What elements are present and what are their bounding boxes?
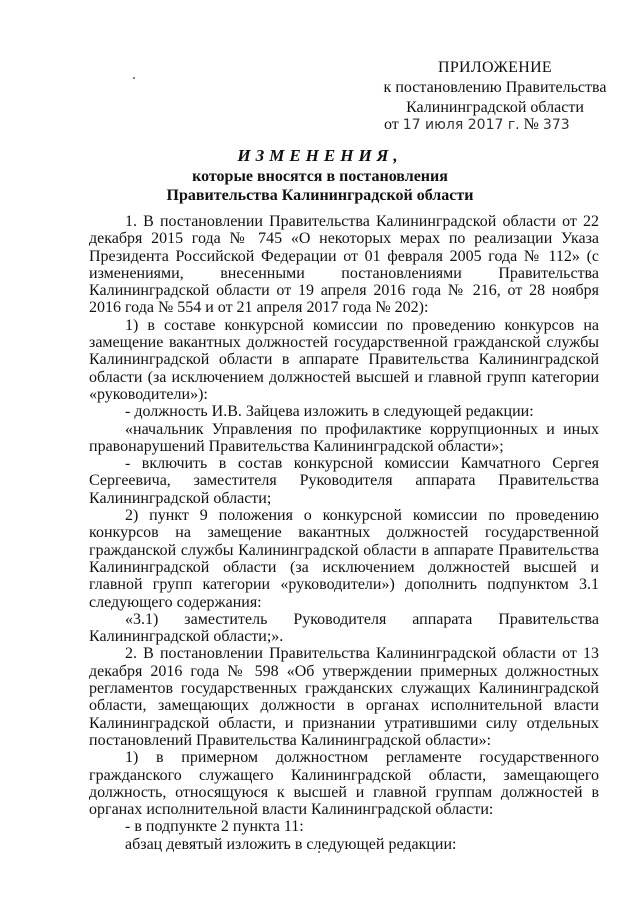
- appendix-line-1: к постановлению Правительства: [383, 79, 607, 96]
- date-value: 17 июля 2017 г.: [402, 117, 520, 133]
- paragraph-2-item-1: 1) в примерном должностном регламенте государственного гражданского служащего Калининградской области, замещающего должность, относящуюся к высшей и главной группам должностей в органах исполнительной власти Калининградской области:: [89, 749, 599, 819]
- appendix-title: ПРИЛОЖЕНИЕ: [437, 59, 552, 76]
- paragraph-2: 2. В постановлении Правительства Калининградской области от 13 декабря 2016 года № 598 «Об утверждении примерных должностных регламентов государственных гражданских служащих Калининградской области, замещающих должности в органах исполнительной власти Калининградской области, и признании утратившими силу отдельных постановлений Правительства Калининградской области»:: [89, 645, 599, 749]
- paragraph-1: 1. В постановлении Правительства Калининградской области от 22 декабря 2015 года № 745 «О некоторых мерах по реализации Указа Президента Российской Федерации от 01 февраля 2005 года № 112» (с изменениями, внесенными постановлениями Правительства Калининградской области от 19 апреля 2016 года № 216, от 28 ноября 2016 года № 554 и от 21 апреля 2017 года № 202):: [89, 213, 599, 317]
- paragraph-1-item-2-quote: «3.1) заместитель Руководителя аппарата Правительства Калининградской области;».: [89, 610, 599, 646]
- heading-title: ИЗМЕНЕНИЯ,: [237, 146, 403, 165]
- paragraph-1-item-1-b: - включить в состав конкурсной комиссии Камчатного Сергея Сергеевича, заместителя Руководителя аппарата Правительства Калининградской области;: [89, 455, 599, 507]
- appendix-line-2: Калининградской области: [406, 99, 584, 116]
- date-prefix: от: [384, 116, 399, 133]
- appendix-header: [380, 58, 610, 118]
- paragraph-1-item-1-a: - должность И.В. Зайцева изложить в следующей редакции:: [125, 403, 534, 421]
- document-heading: [0, 145, 640, 205]
- heading-subtitle-1: которые вносятся в постановления: [192, 168, 448, 185]
- scan-speck: [133, 77, 135, 79]
- number-prefix: №: [523, 116, 539, 133]
- paragraph-2-item-1-a: - в подпункте 2 пункта 11:: [125, 818, 304, 836]
- number-value: 373: [542, 117, 570, 133]
- paragraph-1-item-1: 1) в составе конкурсной комиссии по проведению конкурсов на замещение вакантных должностей государственной гражданской службы Калининградской области в аппарате Правительства Калининградской области (за исключением должностей высшей и главной групп категории «руководители»):: [89, 316, 599, 403]
- paragraph-1-item-1-quote: «начальник Управления по профилактике коррупционных и иных правонарушений Правительства Калининградской области»;: [89, 420, 599, 455]
- paragraph-2-item-1-b: абзац девятый изложить в следующей редакции:: [125, 835, 457, 853]
- heading-subtitle-2: Правительства Калининградской области: [166, 187, 474, 204]
- document-body: [89, 213, 599, 853]
- paragraph-1-item-2: 2) пункт 9 положения о конкурсной комиссии по проведению конкурсов на замещение вакантных должностей государственной гражданской службы Калининградской области в аппарате Правительства Калининградской области (за исключением должностей высшей и главной групп категории «руководители») дополнить подпунктом 3.1 следующего содержания:: [89, 507, 599, 611]
- appendix-date-line: [384, 116, 570, 134]
